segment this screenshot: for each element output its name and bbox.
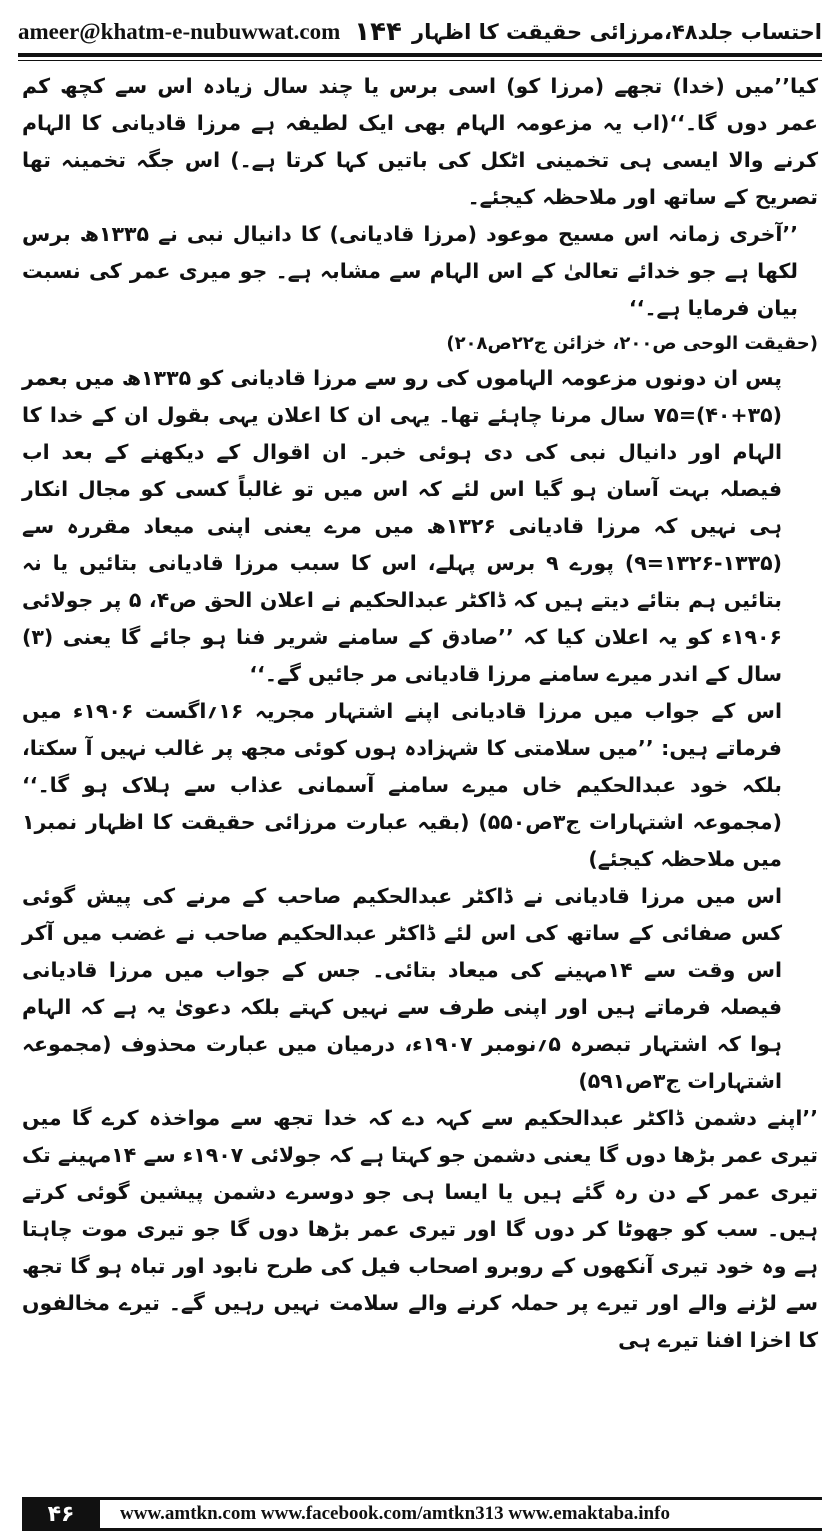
header-divider-thick <box>18 53 822 57</box>
paragraph-3: اس کے جواب میں مرزا قادیانی اپنے اشتہار مجریہ ۱۶؍اگست ۱۹۰۶ء میں فرماتے ہیں: ’’میں سلامتی کا شہزادہ ہوں کوئی مجھ پر غالب نہیں آ سکتا، بلکہ خود عبدالحکیم خاں میرے سامنے آسمانی عذاب سے ہلاک ہو گا۔‘‘ (مجموعہ اشتہارات ج۳ص۵۵۰) (بقیہ عبارت مرزائی حقیقت کا اظہار نمبر۱ میں ملاحظہ کیجئے) <box>22 699 782 871</box>
header-divider-thin <box>18 60 822 61</box>
paragraph-1: کیا’’میں (خدا) تجھے (مرزا کو) اسی برس یا چند سال زیادہ اس سے کچھ کم عمر دوں گا۔‘‘(اب یہ مزعومہ الہام بھی ایک لطیفہ ہے مرزا قادیانی کا الہام کرنے والا ایسی ہی تخمینی اٹکل کی باتیں کہا کرتا ہے۔) اس جگہ تخمینہ تھا تصریح کے ساتھ اور ملاحظہ کیجئے۔ <box>22 74 818 209</box>
header-left <box>18 17 402 47</box>
page-header <box>18 12 822 52</box>
quote-1: ’’آخری زمانہ اس مسیح موعود (مرزا قادیانی) کا دانیال نبی نے ۱۳۳۵ھ برس لکھا ہے جو خدائے تعالیٰ کے اس الہام سے مشابہ ہے۔ جو میری عمر کی نسبت بیان فرمایا ہے۔‘‘ <box>22 222 798 320</box>
footer-bar <box>100 1497 822 1531</box>
page-body <box>22 68 818 1359</box>
header-email[interactable]: ameer@khatm-e-nubuwwat.com <box>18 19 341 44</box>
paragraph-2: پس ان دونوں مزعومہ الہاموں کی رو سے مرزا قادیانی کو ۱۳۳۵ھ میں بعمر (۳۵+۴۰)=۷۵ سال مرنا چاہئے تھا۔ یہی ان کا اعلان یہی بقول ان کے خدا کا الہام اور دانیال نبی کی دی ہوئی خبر۔ ان اقوال کے دیکھنے کے بعد اب فیصلہ بہت آسان ہو گیا اس لئے کہ اس میں تو غالباً کسی کو مجال انکار ہی نہیں کہ مرزا قادیانی ۱۳۲۶ھ میں مرے یعنی اپنی میعاد مقررہ سے (۱۳۳۵-۱۳۲۶=۹) پورے ۹ برس پہلے، اس کا سبب مرزا قادیانی بتائیں یا نہ بتائیں ہم بتائے دیتے ہیں کہ ڈاکٹر عبدالحکیم نے اعلان الحق ص۴، ۵ پر جولائی ۱۹۰۶ء کو یہ اعلان کیا کہ ’’صادق کے سامنے شریر فنا ہو جائے گا یعنی (۳) سال کے اندر میرے سامنے مرزا قادیانی مر جائیں گے۔‘‘ <box>22 366 782 686</box>
header-page-number: ۱۴۴ <box>354 17 402 47</box>
footer-links[interactable]: www.amtkn.com www.facebook.com/amtkn313 www.emaktaba.info <box>120 1503 670 1524</box>
quote-2: ’’اپنے دشمن ڈاکٹر عبدالحکیم سے کہہ دے کہ خدا تجھ سے مواخذہ کرے گا میں تیری عمر بڑھا دوں گا یعنی دشمن جو کہتا ہے کہ جولائی ۱۹۰۷ء سے ۱۴مہینے تک تیری عمر کے دن رہ گئے ہیں یا ایسا ہی جو دوسرے دشمن پیشین گوئی کرتے ہیں۔ سب کو جھوٹا کر دوں گا اور تیری عمر بڑھا دوں گا جو تیری موت چاہتا ہے وہ خود تیری آنکھوں کے روبرو اصحاب فیل کی طرح نابود اور تباہ ہو گا تجھ سے لڑنے والے اور تیرے پر حملہ کرنے والے سلامت نہیں رہیں گے۔ تیرے مخالفوں کا اخزا افنا تیرے ہی <box>22 1106 818 1352</box>
header-title: احتساب جلد۴۸،مرزائی حقیقت کا اظہار <box>412 20 822 44</box>
page-footer <box>22 1496 822 1532</box>
paragraph-4: اس میں مرزا قادیانی نے ڈاکٹر عبدالحکیم صاحب کے مرنے کی پیش گوئی کس صفائی کے ساتھ کی اس لئے ڈاکٹر عبدالحکیم صاحب نے غضب میں آکر اس وقت سے ۱۴مہینے کی میعاد بتائی۔ جس کے جواب میں مرزا قادیانی فیصلہ فرماتے ہیں اور اپنی طرف سے نہیں کہتے بلکہ دعویٰ یہ ہے کہ الہام ہوا کہ اشتہار تبصرہ ۵؍نومبر ۱۹۰۷ء، درمیان میں عبارت محذوف (مجموعہ اشتہارات ج۳ص۵۹۱) <box>22 884 783 1093</box>
reference-1: (حقیقت الوحی ص۲۰۰، خزائن ج۲۲ص۲۰۸) <box>446 333 818 354</box>
footer-page-number: ۴۶ <box>22 1497 100 1531</box>
